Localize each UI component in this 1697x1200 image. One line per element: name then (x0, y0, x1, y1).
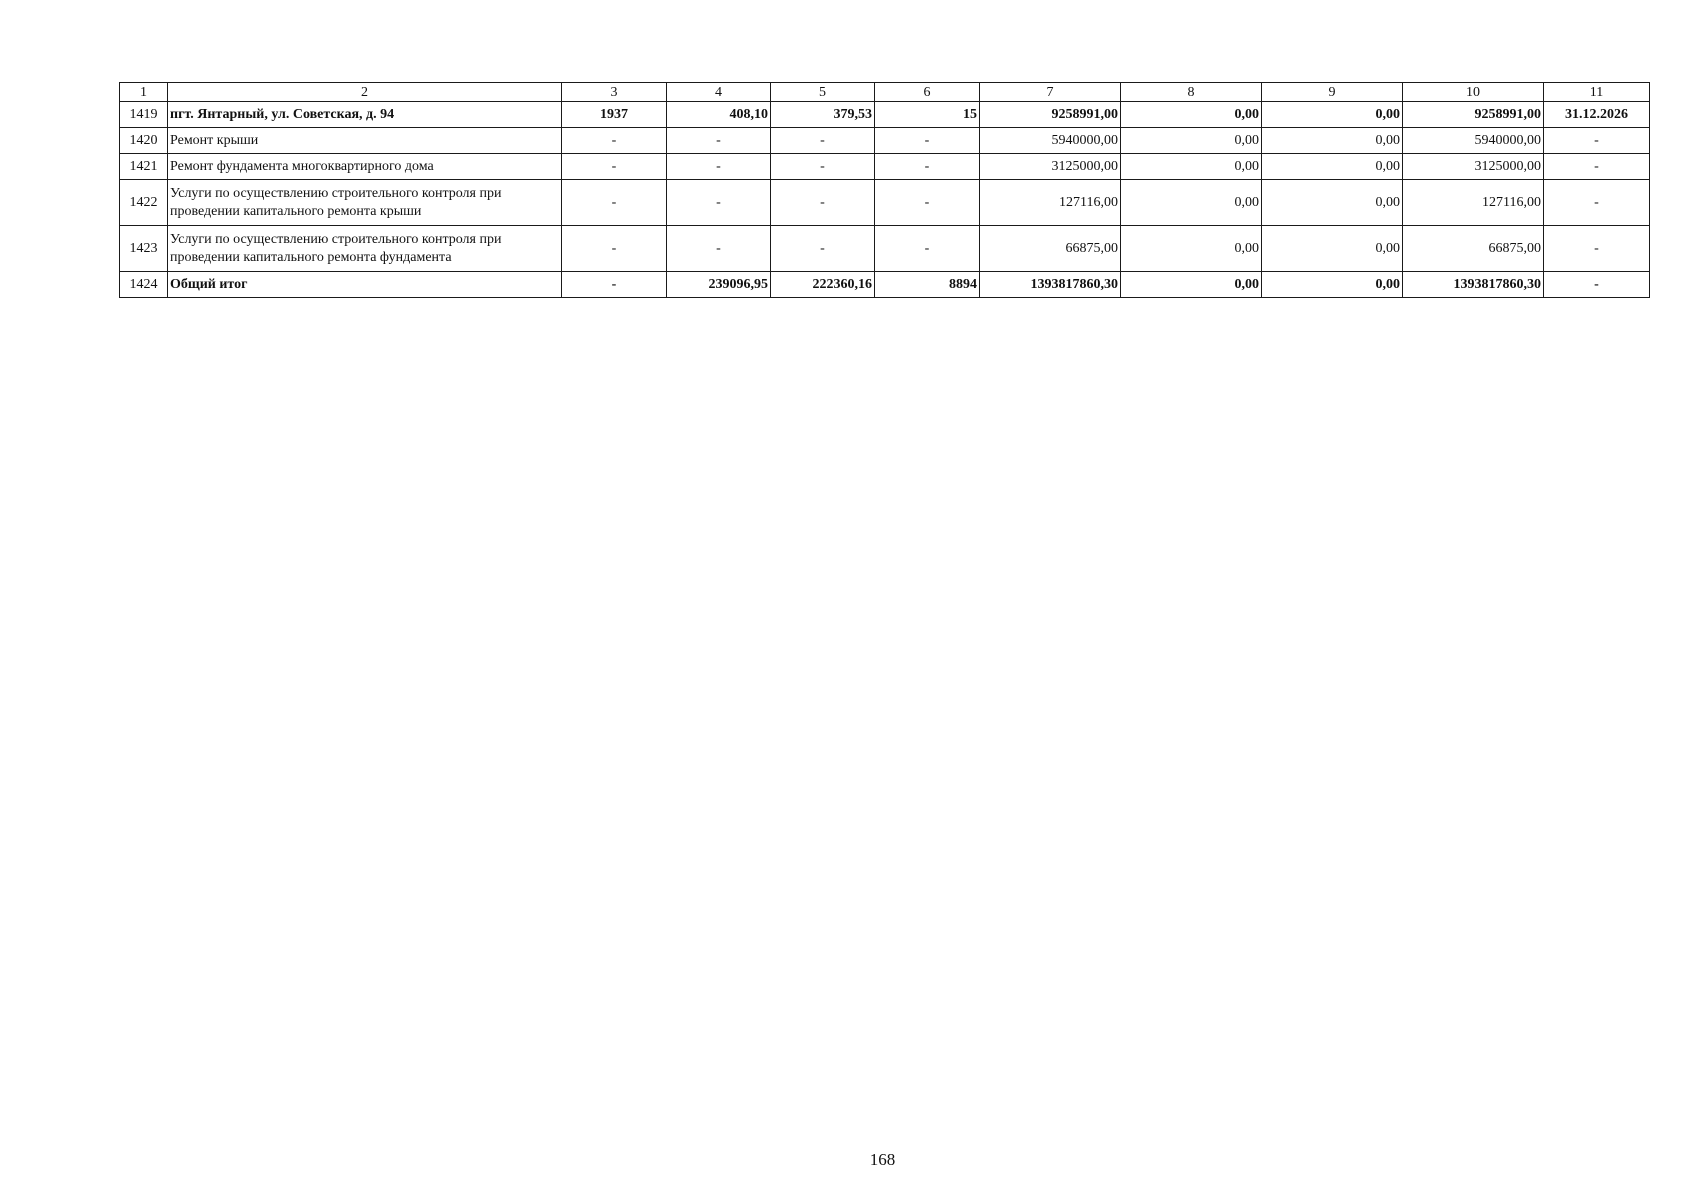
cell-c9: 0,00 (1262, 154, 1403, 180)
cell-c8: 0,00 (1121, 128, 1262, 154)
row-number: 1419 (120, 102, 168, 128)
repair-schedule-table (119, 82, 1650, 298)
cell-c7: 1393817860,30 (980, 272, 1121, 298)
row-number: 1421 (120, 154, 168, 180)
header-cell: 9 (1262, 83, 1403, 102)
cell-deadline: - (1544, 128, 1650, 154)
table-row (120, 154, 1650, 180)
header-cell: 4 (667, 83, 771, 102)
row-name: Ремонт крыши (168, 128, 562, 154)
cell-c8: 0,00 (1121, 226, 1262, 272)
cell-c7: 66875,00 (980, 226, 1121, 272)
cell-c5: - (771, 154, 875, 180)
cell-c6: 8894 (875, 272, 980, 298)
cell-c7: 5940000,00 (980, 128, 1121, 154)
cell-c9: 0,00 (1262, 128, 1403, 154)
cell-deadline: - (1544, 272, 1650, 298)
cell-year: - (562, 128, 667, 154)
cell-c6: - (875, 154, 980, 180)
header-cell: 1 (120, 83, 168, 102)
header-cell: 5 (771, 83, 875, 102)
row-name: пгт. Янтарный, ул. Советская, д. 94 (168, 102, 562, 128)
row-name: Услуги по осуществлению строительного контроля при проведении капитального ремонта крыши (168, 180, 562, 226)
cell-c4: 239096,95 (667, 272, 771, 298)
cell-c7: 127116,00 (980, 180, 1121, 226)
cell-c8: 0,00 (1121, 272, 1262, 298)
row-number: 1422 (120, 180, 168, 226)
row-name: Ремонт фундамента многоквартирного дома (168, 154, 562, 180)
header-cell: 8 (1121, 83, 1262, 102)
cell-c5: - (771, 180, 875, 226)
header-cell: 10 (1403, 83, 1544, 102)
cell-c8: 0,00 (1121, 180, 1262, 226)
cell-c10: 9258991,00 (1403, 102, 1544, 128)
cell-c5: 379,53 (771, 102, 875, 128)
cell-c4: - (667, 226, 771, 272)
cell-deadline: - (1544, 154, 1650, 180)
table-row (120, 102, 1650, 128)
header-cell: 7 (980, 83, 1121, 102)
header-cell: 3 (562, 83, 667, 102)
table-row (120, 128, 1650, 154)
row-name: Услуги по осуществлению строительного контроля при проведении капитального ремонта фундамента (168, 226, 562, 272)
cell-c5: - (771, 226, 875, 272)
cell-c6: - (875, 128, 980, 154)
cell-c7: 3125000,00 (980, 154, 1121, 180)
cell-deadline: - (1544, 180, 1650, 226)
header-cell: 11 (1544, 83, 1650, 102)
header-cell: 6 (875, 83, 980, 102)
cell-c4: - (667, 154, 771, 180)
cell-c6: 15 (875, 102, 980, 128)
cell-year: - (562, 272, 667, 298)
table-row (120, 180, 1650, 226)
cell-c8: 0,00 (1121, 102, 1262, 128)
cell-c10: 5940000,00 (1403, 128, 1544, 154)
cell-c5: - (771, 128, 875, 154)
row-number: 1424 (120, 272, 168, 298)
page-number: 168 (869, 1150, 896, 1169)
cell-c10: 1393817860,30 (1403, 272, 1544, 298)
table-row (120, 226, 1650, 272)
cell-c9: 0,00 (1262, 272, 1403, 298)
cell-deadline: - (1544, 226, 1650, 272)
total-row (120, 272, 1650, 298)
header-row (120, 83, 1650, 102)
cell-c8: 0,00 (1121, 154, 1262, 180)
cell-c10: 127116,00 (1403, 180, 1544, 226)
cell-c9: 0,00 (1262, 180, 1403, 226)
cell-deadline: 31.12.2026 (1544, 102, 1650, 128)
cell-year: - (562, 154, 667, 180)
cell-year: 1937 (562, 102, 667, 128)
cell-c10: 3125000,00 (1403, 154, 1544, 180)
row-number: 1423 (120, 226, 168, 272)
header-cell: 2 (168, 83, 562, 102)
cell-c9: 0,00 (1262, 102, 1403, 128)
cell-c10: 66875,00 (1403, 226, 1544, 272)
cell-c4: 408,10 (667, 102, 771, 128)
cell-year: - (562, 180, 667, 226)
cell-c6: - (875, 180, 980, 226)
row-name: Общий итог (168, 272, 562, 298)
row-number: 1420 (120, 128, 168, 154)
cell-c7: 9258991,00 (980, 102, 1121, 128)
cell-year: - (562, 226, 667, 272)
cell-c9: 0,00 (1262, 226, 1403, 272)
cell-c5: 222360,16 (771, 272, 875, 298)
cell-c6: - (875, 226, 980, 272)
cell-c4: - (667, 180, 771, 226)
cell-c4: - (667, 128, 771, 154)
